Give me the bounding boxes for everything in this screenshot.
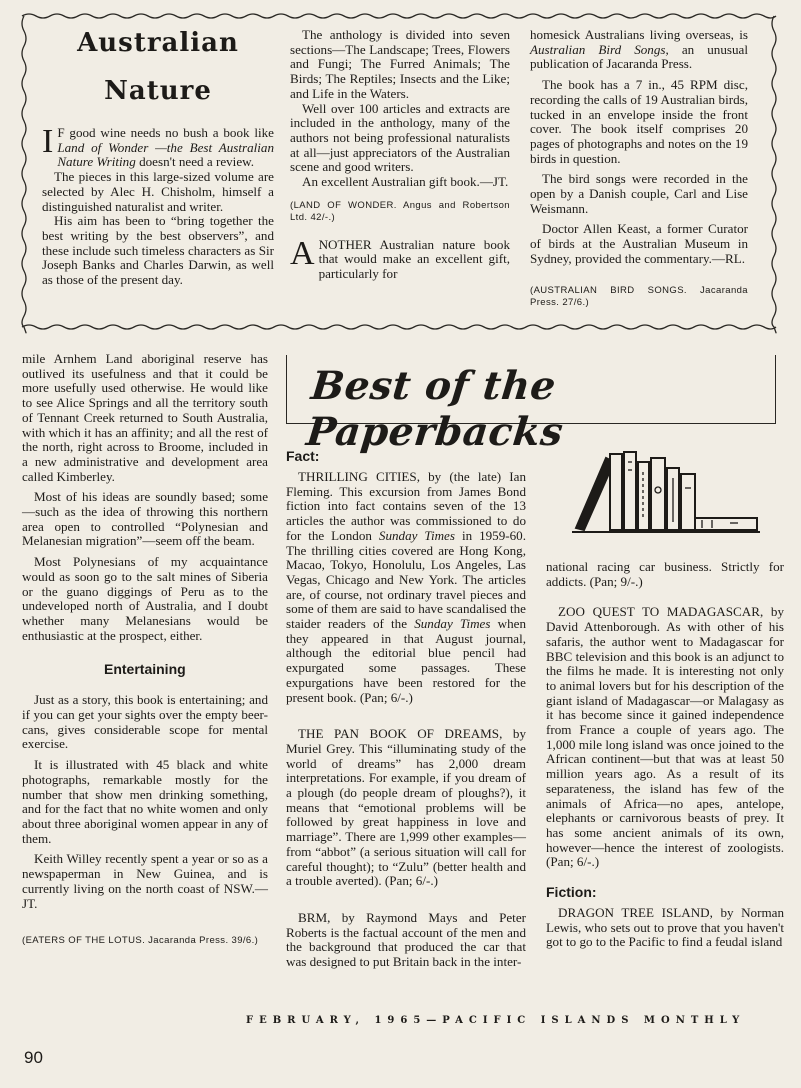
col1-p2: The pieces in this large-sized volume are selected by Alec H. Chisholm, himself a distinguished naturalist and writer. xyxy=(42,169,274,214)
col3-p1 xyxy=(530,28,748,72)
col3-p3: The bird songs were recorded in the open by a Danish couple, Carl and Lise Weismann. xyxy=(530,171,748,216)
col1-p1: F good wine needs no bush a book like xyxy=(57,125,274,140)
running-footer: FEBRUARY, 1965—PACIFIC ISLANDS MONTHLY xyxy=(246,1015,746,1026)
m1-em2: Sunday Times xyxy=(414,616,491,632)
col2-p4-text: NOTHER Australian nature book that would make an excellent gift, particularly for xyxy=(318,236,510,282)
box-col1-text xyxy=(42,123,274,288)
subhead-fiction: Fiction: xyxy=(546,884,597,901)
m1-a: THRILLING CITIES, by (the late) Ian Fleming. This excursion from James Bond fiction into fact contains seven of the 13 articles the author was commissioned to do for the London xyxy=(286,469,526,543)
books-illustration xyxy=(570,448,762,534)
dropcap-i: I xyxy=(42,123,54,160)
col3-p4: Doctor Allen Keast, a former Curator of birds at the Australian Museum in Sydney, provided the commentary.—RL. xyxy=(530,221,748,266)
left-p6: Keith Willey recently spent a year or so as a newspaperman in New Guinea, and is currently living on the north coast of NSW.—JT. xyxy=(22,851,268,911)
review-brm-cont: national racing car business. Strictly for addicts. (Pan; 9/-.) xyxy=(546,559,784,589)
page-number: 90 xyxy=(24,1048,43,1067)
m1-em: Sunday Times xyxy=(378,527,455,543)
review-thrilling-cities xyxy=(286,470,526,705)
left-column xyxy=(22,352,268,947)
col3-citation: (AUSTRALIAN BIRD SONGS. Jacaranda Press. 27/6.) xyxy=(530,284,748,308)
col2-p2: Well over 100 articles and extracts are included in the anthology, many of the authors not being professional naturalists at all—just appreciators of the Australian scene and good writers. xyxy=(290,100,510,175)
review-pan-book-of-dreams: THE PAN BOOK OF DREAMS, by Muriel Grey. This “illuminating study of the world of dreams” has 2,000 dream interpretations. For example, if you dream of a plough (do people dream of ploughs?), it means that “emotional problems will be followed by great happiness in love and marriage”. There are 1,999 other examples—from “abbot” (a serious situation will call for careful thought); to “Zulu” (better health and a trouble averted). (Pan; 6/-.) xyxy=(286,726,526,889)
left-p5: It is illustrated with 45 black and white photographs, remarkable mostly for the number that show men drinking something, and for the fact that no white women and only about three aboriginal women appear in any of them. xyxy=(22,757,268,846)
col1-p1-title: Land of Wonder —the Best Australian Nature Writing xyxy=(57,139,274,170)
left-p2: Most of his ideas are soundly based; some—such as the idea of throwing this northern area open to controlled “Polynesian and Melanesian migration”—seem off the beam. xyxy=(22,489,268,549)
paperbacks-middle-column xyxy=(286,448,526,970)
left-p4: Just as a story, this book is entertaining; and if you can get your sights over the empty beer-cans, gives considerable scope for mental exercise. xyxy=(22,692,268,752)
col2-p3: An excellent Australian gift book.—JT. xyxy=(302,174,509,190)
paperbacks-title: Best of the Paperbacks xyxy=(304,363,566,455)
box-column-2 xyxy=(290,28,510,282)
col3-p1-b: an unusual publication of Jacaranda Press. xyxy=(530,41,748,72)
col3-p2: The book has a 7 in., 45 RPM disc, recording the calls of 19 Australian birds, tucked in an envelope inside the front cover. The book itself comprises 20 pages of photographs and notes on the 19 birds in question. xyxy=(530,77,748,166)
review-zoo-quest: ZOO QUEST TO MADAGASCAR, by David Attenborough. As with other of his safaris, the author went to Madagascar for BBC television and this book is an adjunct to the films he made. It is interesting not only to animal lovers but for his description of the giant island of Madagascar—or Malagasy as it has become since it gained independence from France a couple of years ago. The 1,000 mile long island was once joined to the African continent—but that was at least 50 million years ago. As a result of its separateness, the island has few of the animals of Africa—no apes, antelope, elephants or carnivorous beasts of prey. It has some ancient animals of its own, however—hence the interest of zoologists. (Pan; 6/-.) xyxy=(546,604,784,870)
dropcap-a: A xyxy=(290,234,315,272)
subhead-fact: Fact: xyxy=(286,448,320,464)
review-dragon-tree-island: DRAGON TREE ISLAND, by Norman Lewis, who sets out to prove that you haven't got to go to the Pacific to find a feudal island xyxy=(546,905,784,950)
box-column-3 xyxy=(530,28,748,309)
col2-p4 xyxy=(290,234,510,282)
review-brm: BRM, by Raymond Mays and Peter Roberts is the factual account of the men and the background that produced the car that was designed to put Britain back in the inter- xyxy=(286,909,526,970)
col1-p1-end: doesn't need a review. xyxy=(139,154,255,170)
paperbacks-right-column xyxy=(546,560,784,950)
left-p1: mile Arnhem Land aboriginal reserve has outlived its usefulness and that it could be more usefully used otherwise. He would like to see Alice Springs and all the territory south of Tennant Creek returned to South Australia, with which it has an affinity; and all the rest of the north, right across to Broome, included in a new administrative and development area called Kimberley. xyxy=(22,351,268,484)
box-title-line2: Nature xyxy=(104,76,212,106)
m1-b: in 1959-60. The thrilling cities covered are Hong Kong, Macao, Tokyo, Honolulu, Los Angeles, Las Vegas, Chicago and New York. The articles are, of course, not ordinary travel pieces and some of them are said to have scandalised the staider readers of the xyxy=(286,527,526,632)
col2-p1: The anthology is divided into seven sections—The Landscape; Trees, Flowers and Fungi; The Furred Animals; The Birds; The Reptiles; Insects and the Like; and Life in the Waters. xyxy=(290,27,510,101)
subhead-entertaining: Entertaining xyxy=(104,661,186,678)
box-title-line1: Australian xyxy=(77,28,239,58)
col3-p1-title: Australian Bird Songs, xyxy=(530,41,669,57)
left-p3: Most Polynesians of my acquaintance would as soon go to the salt mines of Siberia or the guano diggings of Peru as to the undeveloped north of Australia, and I doubt whether many Melanesians would be enthusiastic at the prospect, either. xyxy=(22,554,268,643)
paperbacks-title-box xyxy=(286,355,776,455)
box-column-1 xyxy=(42,28,274,288)
col1-p3: His aim has been to “bring together the best writing by the best observers”, and these include such timeless characters as Sir Joseph Banks and Charles Darwin, as well as those of the present day. xyxy=(42,213,274,288)
left-citation: (EATERS OF THE LOTUS. Jacaranda Press. 39/6.) xyxy=(22,935,259,947)
col2-citation: (LAND OF WONDER. Angus and Robertson Ltd. 42/-.) xyxy=(290,199,510,223)
m1-c: when they appeared in that August journal, although the editorial blue pencil had expurgated some passages. These expurgations have been restored for the present book. (Pan; 6/-.) xyxy=(286,616,526,705)
col3-p1-a: homesick Australians living overseas, is xyxy=(530,27,748,42)
